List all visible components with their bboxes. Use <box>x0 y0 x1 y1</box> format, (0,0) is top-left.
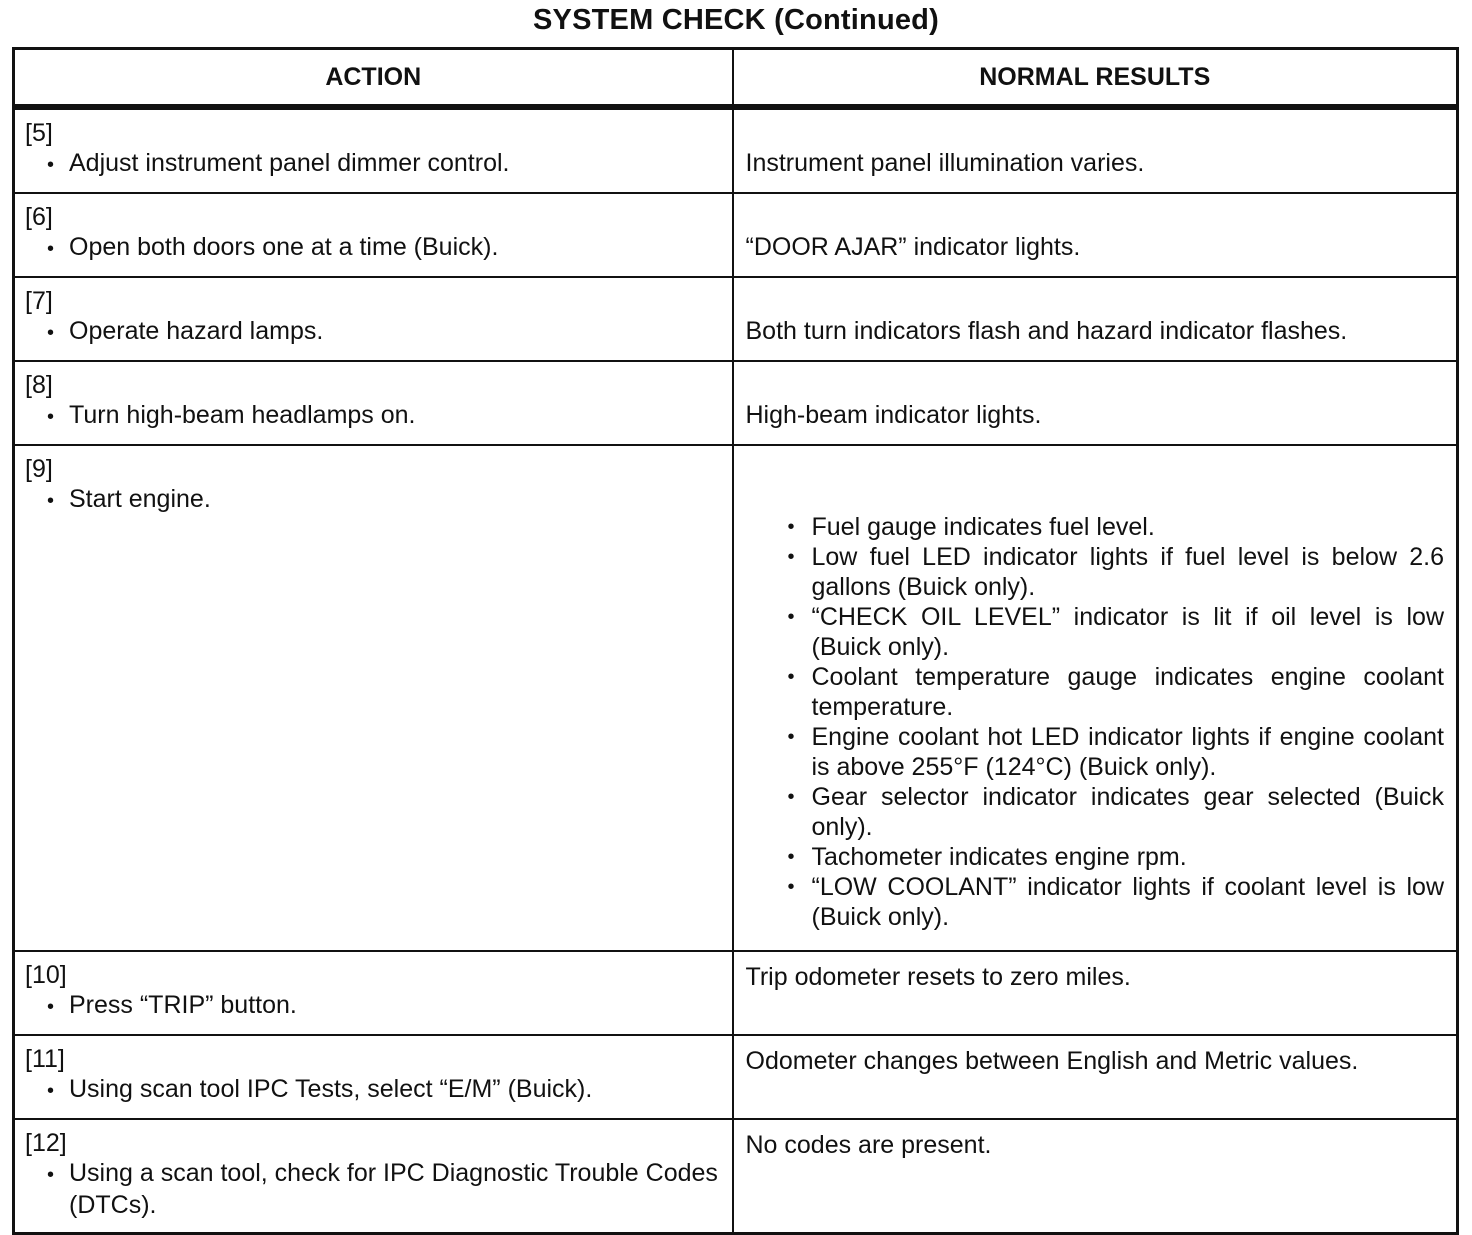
action-item <box>25 316 722 348</box>
bullet-icon: • <box>47 1164 55 1186</box>
table-row-step-5 <box>14 107 1458 193</box>
page-title: SYSTEM CHECK (Continued) <box>533 4 939 36</box>
bullet-icon: • <box>787 546 795 568</box>
result-cell <box>733 277 1458 361</box>
result-text: “CHECK OIL LEVEL” indicator is lit if oil level is low (Buick only). <box>811 603 1444 661</box>
action-cell <box>14 193 733 277</box>
action-cell <box>14 361 733 445</box>
result-text: Engine coolant hot LED indicator lights if engine coolant is above 255°F (124°C) (Buick only). <box>811 723 1444 781</box>
result-list-item <box>788 782 1445 842</box>
step-number: [12] <box>25 1129 67 1157</box>
result-text: Tachometer indicates engine rpm. <box>811 843 1187 871</box>
bullet-icon: • <box>787 726 795 748</box>
result-text: Instrument panel illumination varies. <box>745 149 1145 177</box>
result-list-item <box>788 842 1445 872</box>
result-list-item <box>788 722 1445 782</box>
normal-results-column-header: NORMAL RESULTS <box>733 49 1458 108</box>
table-row-step-11 <box>14 1035 1458 1119</box>
result-text: High-beam indicator lights. <box>745 401 1042 429</box>
action-cell <box>14 445 733 951</box>
action-cell <box>14 277 733 361</box>
bullet-icon: • <box>47 406 55 428</box>
result-list-item <box>788 602 1445 662</box>
bullet-icon: • <box>47 154 55 176</box>
result-text: Trip odometer resets to zero miles. <box>745 963 1131 991</box>
bullet-icon: • <box>787 516 795 538</box>
action-item <box>25 1074 722 1106</box>
result-text: Odometer changes between English and Metric values. <box>745 1047 1359 1075</box>
result-text: No codes are present. <box>745 1131 992 1159</box>
result-cell <box>733 361 1458 445</box>
action-text: Using a scan tool, check for IPC Diagnostic Trouble Codes (DTCs). <box>69 1159 718 1219</box>
action-cell <box>14 1035 733 1119</box>
action-item <box>25 148 722 180</box>
table-row-step-12 <box>14 1119 1458 1234</box>
table-row-step-10 <box>14 951 1458 1035</box>
bullet-icon: • <box>47 1080 55 1102</box>
step-number: [10] <box>25 961 67 989</box>
action-text: Adjust instrument panel dimmer control. <box>69 149 510 177</box>
bullet-icon: • <box>47 996 55 1018</box>
action-cell <box>14 107 733 193</box>
result-cell <box>733 193 1458 277</box>
table-row-step-6 <box>14 193 1458 277</box>
bullet-icon: • <box>47 490 55 512</box>
bullet-icon: • <box>787 606 795 628</box>
result-text: Low fuel LED indicator lights if fuel level is below 2.6 gallons (Buick only). <box>811 543 1444 601</box>
step-number: [11] <box>25 1045 65 1073</box>
action-column-header: ACTION <box>14 49 733 108</box>
action-text: Press “TRIP” button. <box>69 991 297 1019</box>
action-text: Open both doors one at a time (Buick). <box>69 233 499 261</box>
result-list-item <box>788 662 1445 722</box>
action-text: Turn high-beam headlamps on. <box>69 401 416 429</box>
result-list-item <box>788 512 1445 542</box>
step-number: [9] <box>25 455 53 483</box>
result-text: Gear selector indicator indicates gear selected (Buick only). <box>811 783 1444 841</box>
action-item <box>25 1158 722 1220</box>
result-list <box>746 446 1445 932</box>
system-check-table <box>12 47 1459 1235</box>
step-number: [7] <box>25 287 53 315</box>
result-cell <box>733 1035 1458 1119</box>
result-text: Fuel gauge indicates fuel level. <box>811 513 1155 541</box>
result-text: Coolant temperature gauge indicates engine coolant temperature. <box>811 663 1444 721</box>
result-cell <box>733 107 1458 193</box>
action-item <box>25 232 722 264</box>
bullet-icon: • <box>47 238 55 260</box>
result-text: Both turn indicators flash and hazard indicator flashes. <box>745 317 1348 345</box>
table-row-step-7 <box>14 277 1458 361</box>
header-row <box>14 49 1458 108</box>
table-row-step-8 <box>14 361 1458 445</box>
action-text: Using scan tool IPC Tests, select “E/M” (Buick). <box>69 1075 593 1103</box>
step-number: [6] <box>25 203 53 231</box>
result-cell <box>733 1119 1458 1234</box>
result-list-item <box>788 872 1445 932</box>
action-cell <box>14 1119 733 1234</box>
step-number: [8] <box>25 371 53 399</box>
action-item <box>25 990 722 1022</box>
result-list-item <box>788 542 1445 602</box>
step-number: [5] <box>25 119 53 147</box>
result-text: “LOW COOLANT” indicator lights if coolant level is low (Buick only). <box>811 873 1444 931</box>
action-item <box>25 400 722 432</box>
result-text: “DOOR AJAR” indicator lights. <box>745 233 1081 261</box>
action-item <box>25 484 722 516</box>
bullet-icon: • <box>47 322 55 344</box>
result-cell <box>733 445 1458 951</box>
action-text: Start engine. <box>69 485 211 513</box>
bullet-icon: • <box>787 846 795 868</box>
result-cell <box>733 951 1458 1035</box>
bullet-icon: • <box>787 666 795 688</box>
bullet-icon: • <box>787 876 795 898</box>
action-cell <box>14 951 733 1035</box>
table-row-step-9 <box>14 445 1458 951</box>
bullet-icon: • <box>787 786 795 808</box>
action-text: Operate hazard lamps. <box>69 317 324 345</box>
